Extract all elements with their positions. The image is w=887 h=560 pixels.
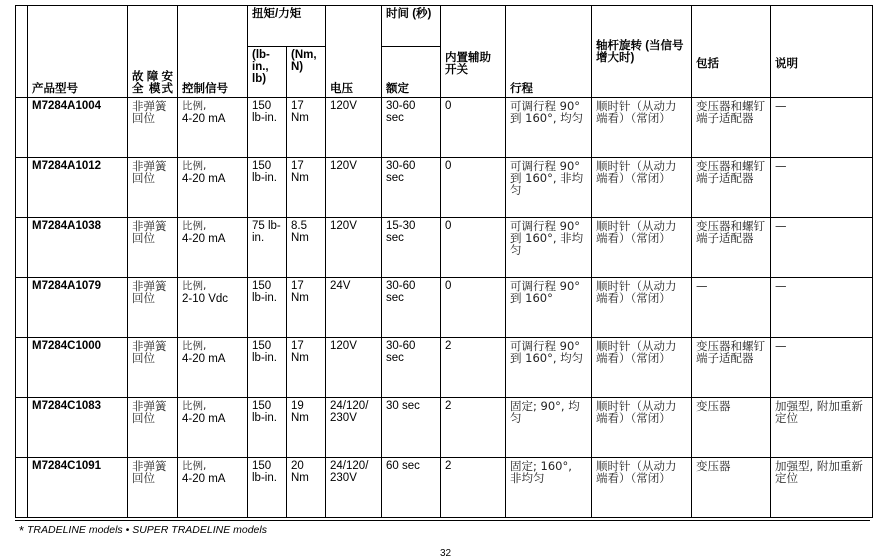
includes-cell: 变压器和螺钉端子适配器 — [692, 218, 771, 278]
footnote — [15, 520, 870, 538]
aux-switch-cell: 0 — [441, 158, 506, 218]
fail-safe-cell: 非弹簧回位 — [128, 338, 178, 398]
notes-cell: — — [771, 158, 873, 218]
time-cell: 60 sec — [382, 458, 441, 518]
time-cell: 30-60 sec — [382, 158, 441, 218]
fail-safe-cell: 非弹簧回位 — [128, 398, 178, 458]
model-cell: M7284A1079 — [28, 278, 128, 338]
time-cell: 15-30 sec — [382, 218, 441, 278]
time-cell: 30-60 sec — [382, 98, 441, 158]
table-row — [16, 458, 873, 518]
row-marker — [16, 458, 28, 518]
torque-nm-cell: 8.5 Nm — [287, 218, 326, 278]
time-cell: 30-60 sec — [382, 278, 441, 338]
aux-switch-cell: 0 — [441, 98, 506, 158]
signal-cell — [178, 278, 248, 338]
row-marker — [16, 158, 28, 218]
aux-switch-cell: 0 — [441, 278, 506, 338]
stroke-cell: 可调行程 90° 到 160° — [506, 278, 592, 338]
includes-cell: 变压器 — [692, 458, 771, 518]
torque-lb-cell: 75 lb-in. — [248, 218, 287, 278]
row-marker — [16, 338, 28, 398]
fail-safe-cell: 非弹簧回位 — [128, 458, 178, 518]
rotation-cell: 顺时针（从动力端看）（常闭） — [592, 98, 692, 158]
header-includes: 包括 — [692, 6, 771, 98]
page-number: 32 — [440, 548, 452, 559]
aux-switch-cell: 2 — [441, 338, 506, 398]
header-fail-safe: 故 障 安 全 模式 — [128, 6, 178, 98]
signal-range: 4-20 mA — [182, 113, 226, 125]
header-torque-group: 扭矩/力矩 — [248, 6, 326, 47]
torque-lb-cell: 150 lb-in. — [248, 338, 287, 398]
fail-safe-cell: 非弹簧回位 — [128, 98, 178, 158]
includes-cell: 变压器和螺钉端子适配器 — [692, 338, 771, 398]
signal-range: 4-20 mA — [182, 233, 226, 245]
row-marker — [16, 398, 28, 458]
signal-range: 4-20 mA — [182, 473, 226, 485]
notes-cell: 加强型, 附加重新定位 — [771, 458, 873, 518]
rotation-cell: 顺时针（从动力端看）（常闭） — [592, 398, 692, 458]
model-cell: M7284A1038 — [28, 218, 128, 278]
includes-cell: 变压器和螺钉端子适配器 — [692, 158, 771, 218]
row-marker — [16, 98, 28, 158]
notes-cell: — — [771, 278, 873, 338]
header-notes: 说明 — [771, 6, 873, 98]
torque-lb-cell: 150 lb-in. — [248, 158, 287, 218]
stroke-cell: 可调行程 90° 到 160°, 均匀 — [506, 98, 592, 158]
torque-lb-cell: 150 lb-in. — [248, 458, 287, 518]
fail-safe-cell: 非弹簧回位 — [128, 158, 178, 218]
signal-range: 2-10 Vdc — [182, 293, 229, 305]
torque-nm-cell: 17 Nm — [287, 338, 326, 398]
aux-switch-cell: 2 — [441, 458, 506, 518]
notes-cell: — — [771, 218, 873, 278]
torque-lb-cell: 150 lb-in. — [248, 98, 287, 158]
aux-switch-cell: 0 — [441, 218, 506, 278]
stroke-cell: 可调行程 90° 到 160°, 非均匀 — [506, 218, 592, 278]
model-cell: M7284C1083 — [28, 398, 128, 458]
time-cell: 30-60 sec — [382, 338, 441, 398]
rotation-cell: 顺时针（从动力端看）（常闭） — [592, 278, 692, 338]
rotation-cell: 顺时针（从动力端看）（常闭） — [592, 338, 692, 398]
torque-lb-cell: 150 lb-in. — [248, 278, 287, 338]
torque-nm-cell: 17 Nm — [287, 158, 326, 218]
voltage-cell: 24V — [326, 278, 382, 338]
rotation-cell: 顺时针（从动力端看）（常闭） — [592, 218, 692, 278]
voltage-cell: 24/120/ 230V — [326, 398, 382, 458]
header-time-group: 时间 (秒) — [382, 6, 441, 47]
includes-cell: 变压器和螺钉端子适配器 — [692, 98, 771, 158]
torque-nm-cell: 19 Nm — [287, 398, 326, 458]
signal-cell — [178, 398, 248, 458]
signal-range: 4-20 mA — [182, 173, 226, 185]
signal-cell — [178, 458, 248, 518]
table-row — [16, 218, 873, 278]
torque-nm-cell: 17 Nm — [287, 278, 326, 338]
aux-switch-cell: 2 — [441, 398, 506, 458]
stroke-cell: 可调行程 90° 到 160°, 非均匀 — [506, 158, 592, 218]
header-torque-lb: (lb-in., lb) — [248, 47, 287, 98]
includes-cell: 变压器 — [692, 398, 771, 458]
model-cell: M7284A1004 — [28, 98, 128, 158]
table-row — [16, 338, 873, 398]
signal-type: 比例, — [182, 160, 207, 172]
row-marker — [16, 278, 28, 338]
model-cell: M7284C1000 — [28, 338, 128, 398]
stroke-cell: 固定; 160°, 非均匀 — [506, 458, 592, 518]
signal-type: 比例, — [182, 100, 207, 112]
torque-lb-cell: 150 lb-in. — [248, 398, 287, 458]
table-row — [16, 98, 873, 158]
signal-type: 比例, — [182, 400, 207, 412]
torque-nm-cell: 20 Nm — [287, 458, 326, 518]
model-cell: M7284C1091 — [28, 458, 128, 518]
rotation-cell: 顺时针（从动力端看）（常闭） — [592, 458, 692, 518]
signal-type: 比例, — [182, 460, 207, 472]
table-row — [16, 398, 873, 458]
header-model: 产品型号 — [28, 6, 128, 98]
fail-safe-cell: 非弹簧回位 — [128, 278, 178, 338]
voltage-cell: 120V — [326, 338, 382, 398]
voltage-cell: 24/120/ 230V — [326, 458, 382, 518]
header-rotation: 轴杆旋转 (当信号增大时) — [592, 6, 692, 98]
row-marker-header — [16, 6, 28, 98]
footnote-star-icon: * — [19, 523, 25, 538]
notes-cell: — — [771, 338, 873, 398]
signal-cell — [178, 218, 248, 278]
table-row — [16, 158, 873, 218]
stroke-cell: 固定; 90°, 均匀 — [506, 398, 592, 458]
header-voltage: 电压 — [326, 6, 382, 98]
signal-cell — [178, 158, 248, 218]
notes-cell: 加强型, 附加重新定位 — [771, 398, 873, 458]
header-control-signal: 控制信号 — [178, 6, 248, 98]
header-torque-nm: (Nm, N) — [287, 47, 326, 98]
table-row — [16, 278, 873, 338]
fail-safe-cell: 非弹簧回位 — [128, 218, 178, 278]
notes-cell: — — [771, 98, 873, 158]
includes-cell: — — [692, 278, 771, 338]
signal-cell — [178, 98, 248, 158]
voltage-cell: 120V — [326, 218, 382, 278]
voltage-cell: 120V — [326, 98, 382, 158]
signal-cell — [178, 338, 248, 398]
signal-type: 比例, — [182, 280, 207, 292]
row-marker — [16, 218, 28, 278]
footnote-text: TRADELINE models • SUPER TRADELINE models — [26, 524, 267, 536]
signal-type: 比例, — [182, 220, 207, 232]
signal-range: 4-20 mA — [182, 353, 226, 365]
model-cell: M7284A1012 — [28, 158, 128, 218]
product-spec-table — [15, 5, 873, 518]
rotation-cell: 顺时针（从动力端看）（常闭） — [592, 158, 692, 218]
signal-type: 比例, — [182, 340, 207, 352]
signal-range: 4-20 mA — [182, 413, 226, 425]
voltage-cell: 120V — [326, 158, 382, 218]
torque-nm-cell: 17 Nm — [287, 98, 326, 158]
stroke-cell: 可调行程 90° 到 160°, 均匀 — [506, 338, 592, 398]
header-aux-switch: 内置辅助开关 — [441, 6, 506, 98]
time-cell: 30 sec — [382, 398, 441, 458]
header-stroke: 行程 — [506, 6, 592, 98]
header-time-rated: 额定 — [382, 47, 441, 98]
